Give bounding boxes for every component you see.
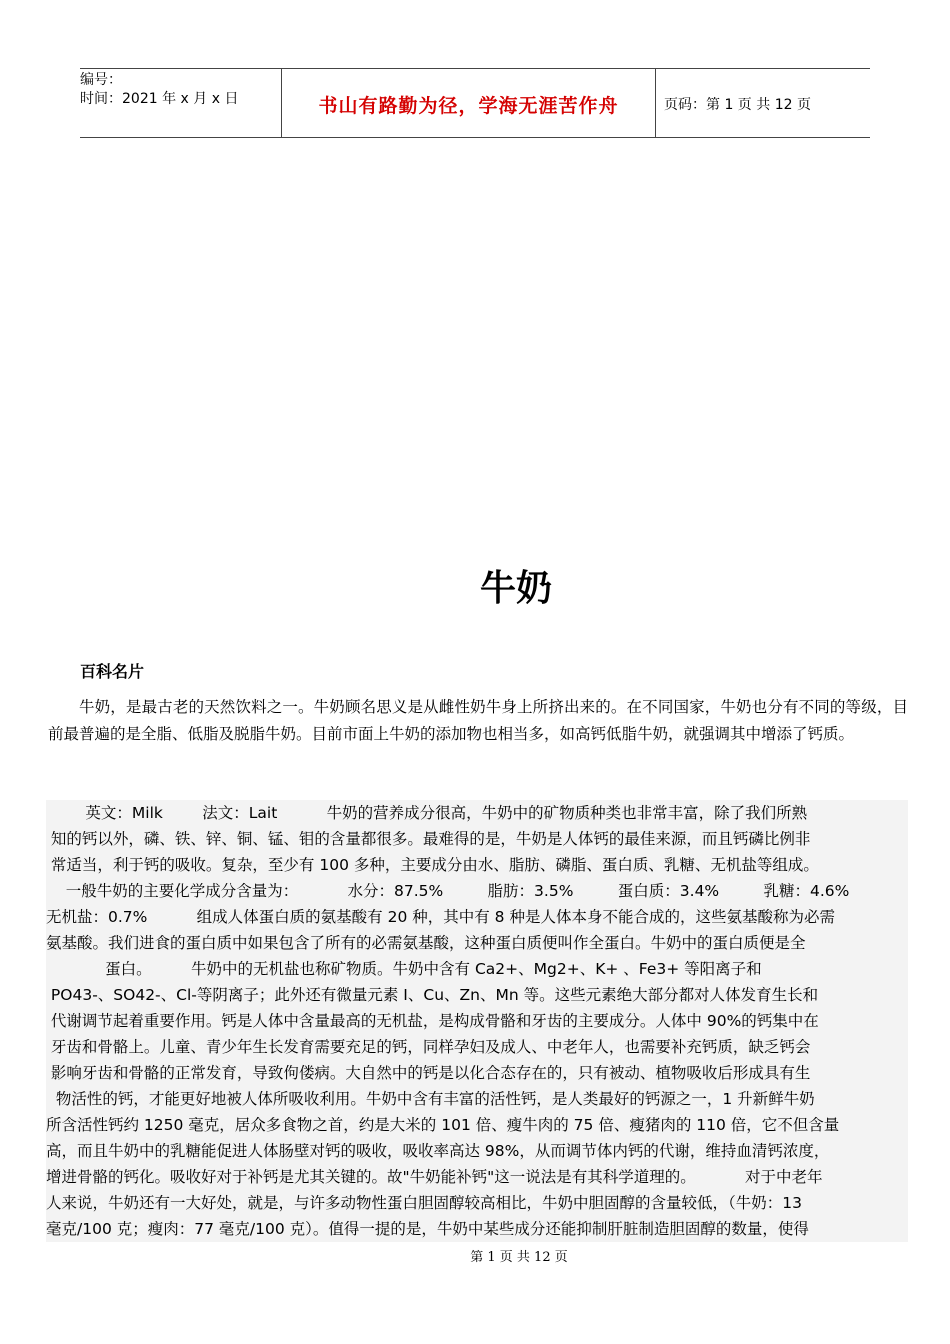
body-text-line: 知的钙以外，磷、铁、锌、铜、锰、钼的含量都很多。最难得的是，牛奶是人体钙的最佳来源，而且钙磷比例非 (46, 830, 811, 848)
document-number-label: 编号： (80, 72, 122, 88)
header-page-info: 页码：第 1 页 共 12 页 (664, 97, 811, 113)
document-title: 牛奶 (479, 568, 552, 609)
body-text-line: 高，而且牛奶中的乳糖能促进人体肠壁对钙的吸收，吸收率高达 98%，从而调节体内钙的代谢，维持血清钙浓度， (46, 1142, 830, 1160)
document-date-label: 时间：2021 年 x 月 x 日 (80, 91, 239, 107)
body-text-line: 英文：Milk 法文：Lait 牛奶的营养成分很高，牛奶中的矿物质种类也非常丰富，除了我们所熟 (46, 804, 808, 822)
body-text-line: 所含活性钙约 1250 毫克，居众多食物之首，约是大米的 101 倍、瘦牛肉的 75 倍、瘦猪肉的 110 倍，它不但含量 (46, 1116, 840, 1134)
body-text-line: 一般牛奶的主要化学成分含量为： 水分：87.5% 脂肪：3.5% 蛋白质：3.4% 乳糖：4.6% (46, 882, 850, 900)
header-motto-cell (282, 69, 656, 137)
body-text-line: 物活性的钙，才能更好地被人体所吸收利用。牛奶中含有丰富的活性钙，是人类最好的钙源之一，1 升新鲜牛奶 (46, 1090, 815, 1108)
body-text-line: 无机盐：0.7% 组成人体蛋白质的氨基酸有 20 种，其中有 8 种是人体本身不能合成的，这些氨基酸称为必需 (46, 908, 835, 926)
page-footer: 第 1 页 共 12 页 (470, 1250, 568, 1265)
header-motto: 书山有路勤为径，学海无涯苦作舟 (318, 95, 619, 117)
section-heading: 百科名片 (80, 662, 145, 681)
intro-paragraph: 牛奶，是最古老的天然饮料之一。牛奶顾名思义是从雌性奶牛身上所挤出来的。在不同国家，牛奶也分有不同的等级，目前最普遍的是全脂、低脂及脱脂牛奶。目前市面上牛奶的添加物也相当多，如高钙低脂牛奶，就强调其中增添了钙质。 (48, 698, 908, 743)
body-text-line: 人来说，牛奶还有一大好处，就是，与许多动物性蛋白胆固醇较高相比，牛奶中胆固醇的含量较低，（牛奶：13 (46, 1194, 802, 1212)
body-text-block (46, 800, 908, 1242)
page-header (80, 68, 870, 138)
body-text-line: 蛋白。 牛奶中的无机盐也称矿物质。牛奶中含有 Ca2+、Mg2+、K+ 、Fe3+ 等阳离子和 (46, 960, 762, 978)
body-text-line: 影响牙齿和骨骼的正常发育，导致佝偻病。大自然中的钙是以化合态存在的，只有被动、植物吸收后形成具有生 (46, 1064, 811, 1082)
body-text-line: 牙齿和骨骼上。儿童、青少年生长发育需要充足的钙，同样孕妇及成人、中老年人，也需要补充钙质，缺乏钙会 (46, 1038, 811, 1056)
body-text-line: 常适当，利于钙的吸收。复杂，至少有 100 多种，主要成分由水、脂肪、磷脂、蛋白质、乳糖、无机盐等组成。 (46, 856, 819, 874)
body-text-line: 毫克/100 克；瘦肉：77 毫克/100 克）。值得一提的是，牛奶中某些成分还能抑制肝脏制造胆固醇的数量，使得 (46, 1220, 809, 1238)
header-meta (80, 69, 282, 137)
body-text-line: 氨基酸。我们进食的蛋白质中如果包含了所有的必需氨基酸，这种蛋白质便叫作全蛋白。牛奶中的蛋白质便是全 (46, 934, 806, 952)
body-text-line: 增进骨骼的钙化。吸收好对于补钙是尤其关键的。故"牛奶能补钙"这一说法是有其科学道理的。 对于中老年 (46, 1168, 823, 1186)
intro-paragraph-block (48, 694, 908, 748)
body-text-line: PO43-、SO42-、Cl-等阴离子；此外还有微量元素 I、Cu、Zn、Mn 等。这些元素绝大部分都对人体发育生长和 (46, 986, 819, 1004)
body-text-line: 代谢调节起着重要作用。钙是人体中含量最高的无机盐，是构成骨骼和牙齿的主要成分。人体中 90%的钙集中在 (46, 1012, 819, 1030)
